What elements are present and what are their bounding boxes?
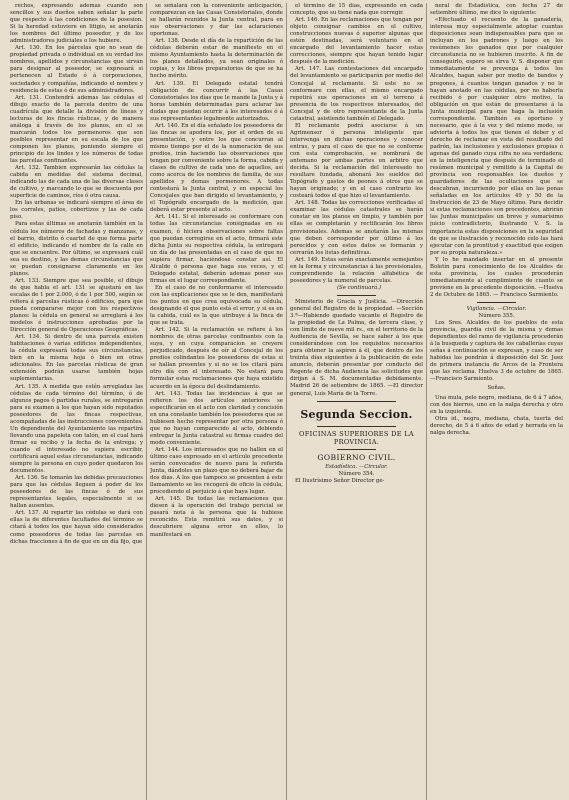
divider	[477, 302, 517, 303]
paragraph: Art. 141. Si el interesado se conformare con todas las circunstancias consignadas en su examen, ó hiciera observaciones sobre faltas que puedan corregirse en el acto, firmará este dicha Junta su respectiva cédula, la entregará un día de las presentadas en el caso de que no supiera firmar, haciéndose constar así. El Alcalde ó persona que haga sus veces, y el Delegado estatal, deberán ademas poner sus firmas en el lugar correspondiente.	[150, 214, 283, 284]
intro-line: El Ilustrísimo Señor Director ge-	[295, 478, 385, 485]
paragraph: En el caso de no conformarse el interesado con las explicaciones que se le den, manifestará los puntos en que crea equivocada su cédula, designando el que punto está el error, y si es en la cabida, cuál es la que atribuye á la finca de que se trata.	[150, 284, 283, 327]
paragraph: se señalará con la conveniente anticipación, comparezcan en las Casas Consistoriales, donde se hallarán reunidos la Junta central, para en sus observaciones y dar las aclaraciones oportunas.	[150, 3, 283, 38]
paragraph: Art. 133. Siempre que sea posible, el dibujo de que habla el art. 131 se ajustará en las escalas de 1 por 2.000, ó de 1 por 500, según se refiera á parcelas rústicas ó edificios, para que pueda compararse mejor con los respectivos planos: la cédula en general se arreglará á los modelos é instrucciones aprobadas por la Dirección general de Operaciones Geográficas.	[10, 277, 143, 334]
paragraph: Y lo he mandado insertar en el presente Boletín para conocimiento de los Alcaldes de esta provincia, los cuales procederán inmediatamente al cumplimiento de cuanto se previene en la precedente disposición. —Huelva 2 de Octubre de 1865. — Francisco Sarmiento.	[430, 256, 563, 298]
paragraph: Art. 145. De todas las reclamaciones que diesen á la operación del trabajo pericial se pasará nota á la persona que la hubiese reconcido. Esta remitirá sus datos, y si descubriere alguna error en ellos, lo manifestará en	[150, 496, 283, 538]
vigilancia-heading: Vigilancia. —Circular.	[466, 305, 527, 312]
column-4	[430, 3, 563, 800]
circular-line: Estadística. —Circular.	[325, 464, 388, 471]
paragraph: En las urbanas se indicará siempre el área de los corrales, patios, cobertizos y las de cada piso.	[10, 200, 143, 221]
paragraph: Art. 142. Si la reclamación se refiere á los nombres de otras parcelas confinantes con la suya, y en cuya comparacion se creyere perjudicado, después de oír al Concejal de los predios colindantes los poseedores de estas si se hallan presentes y si no se los citará para otro día con el interesado. No estará para formular estas reclamaciones que haya existido acuerdo en la época del deslindamiento.	[150, 327, 283, 390]
paragraph: Art. 136. Se tomarán las debidas precauciones para que las cédulas lleguen á poder de los poseedores de las fincas ó de sus representantes legales, especialmente si se hallan ausentes.	[10, 475, 143, 510]
paragraph: Art. 143. Todas las incidencias á que se refieren los dos artículos anteriores se especificarán en el acto con claridad y concisión en una constante también los poseedores que se hubiesen hecho representar por otra persona ó que no hayan comparecido al acto, debiendo entregar la Junta catastral su firmas cuadro del modo conveniente.	[150, 390, 283, 446]
ministry-notice: Ministerio de Gracia y Justicia. —Dirección general del Registro de la propiedad. —Sección 3.ª—Habiendo quedado vacante el Registro de la propiedad de La Palma, de tercera clase, y con límite de nueve mil rs., en el territorio de la Audiencia de Sevilla, se hace saber á los que considerándose con los requisitos necesarios para obtener la aspiren á él, que dentro de los treinta días siguientes á la publicación de este anuncio, deberán presentar por conducto del Regente de dicha Audiencia las solicitudes que dirijan á S. M. documentadas debidamente. Madrid 26 de setiembre de 1865. —El director general, Luis María de la Torre.	[290, 298, 423, 397]
divider	[317, 426, 397, 427]
column-2	[150, 3, 287, 800]
column-1	[10, 3, 147, 800]
vigilancia-numero: Número 355.	[478, 313, 515, 320]
paragraph: Los Sres. Alcaldes de los pueblos de esta provincia, guardia civil de la misma y demas dependientes del ramo de vigilancia procederán á la busqueda y captura de los caballerías cuyas señas á continuación se expresan, y caso de ser habidas las pondrán á disposición del Sr. Juez de primera instancia de Arcos de la Frontera que las reclama. Huelva 3 de octubre de 1865. —Francisco Sarmiento.	[430, 320, 563, 383]
senas-heading: Señas.	[487, 385, 506, 392]
paragraph: Art. 130. En los párcelas que no sean de propiedad privada o individual en su verdad los nombres, apellidos y circunstancias que sirvan para designar al poseedor, se expresará si pertenecen al Estado ó á corporaciones, sociedades y compañías, indicando el nombre y residencia de estas ó de sus administradores.	[10, 45, 143, 94]
paragraph: Art. 134. Si dentro de una parcela existen habitaciones ó varias edificios independientes, la cédula expresará todas sus circunstancias, bien en la misma hoja ó bien en otras adicionales. En las parcelas rústicas de gran extensión podrán usarse también hojas suplementarias.	[10, 334, 143, 383]
paragraph: Art. 149. Estas serán exactamente semejantes en la forma y circunstancias á las provisionales, comprendiendo la relación alfabética de poseedores y la numeral de parcelas.	[290, 256, 423, 284]
paragraph: Art. 131. Contendrá ademas las cédulas el dibujo exacto de la parcela dentro de una cuadrícula que detalle la división de líneas y lecturas de los fincas rústicas, y de manera análoga á través de los planos, en el se marcarán todos los pormenores que son posibles representar en su escala de los que componen los planos, poniendo siempre el principio de los lindes y los números de todas las parcelas confinantes.	[10, 94, 143, 165]
paragraph: Art. 144. Los interesados que no hallen en el último caso expresado en el artículo precedente serán convocados de nuevo para la referida Junta, dándoles un plazo que no deberá bajar de dos días. A los que tampoco se presenten á este llamamiento se les recogerá de oficio la cédula, procediendo el perjuicio á que haya lugar.	[150, 446, 283, 496]
paragraph: Una mula, pelo negro, mediana, de 6 á 7 años, con dos hierros, uno en la nalga derecha y otro en la izquierda.	[430, 394, 563, 415]
offices-heading: OFICINAS SUPERIORES DE LA PROVINCIA.	[299, 429, 414, 446]
paragraph: Art. 148. Todas las correcciones verificadas al examinar las cédulas catastrales se harán constar en los planos en limpio, y también por ellas se completarán y rectificarán los libros provisionales. Ademas se anotarán las mismas que deben corresponder por último á los perecidos y con estos datos se formarán y cerrarán los listas definitivas.	[290, 200, 423, 256]
paragraph: Art. 138. Desde el día de la repartición de las cédulas deberán estar de manifiesto en el mismo Ayuntamiento hasta la determinación de los planos detallados, ya sean originales ó copias, y los libros preparatorios de que se ha hecho mérito.	[150, 38, 283, 80]
divider	[317, 401, 397, 402]
column-3	[290, 3, 427, 800]
paragraph: Art. 140. En el día señalado los poseedores de las fincas se apodera los, por el orden de su presentación, y entre los que concurran al mismo tiempo por el de la numeración de sus predios, irán haciendo las observaciones que tengan por conveniente sobre la forma, cabida y clases de cultivo de cada uno de aquellos, así como acerca de los nombres de familia, de sus apellidos y demas pormenores. A todas contestará la Junta central, y en especial los Concejales que han dirigido el levantamiento, y el Topógrafo encargado de la medición, que deberá estar presente al acto.	[150, 122, 283, 214]
paragraph: Art. 137. Al repartir las cédulas se dará con ellas la de diferentes facultades del término se citará á todos los que hayan sido considerados como poseedores de todas las parcelas en dichas fracciones á fin de que en un día fijo, que	[10, 510, 143, 545]
paragraph: Art. 132. Tambien expresarán las cédulas la cabida en medidas del sistema decimal, indicando las de cada una de las diversas clases de cultivo, y marcando lo que se descuenta por superficie de caminos, ríos ó otra causa.	[10, 165, 143, 200]
paragraph: neral de Estadística, con fecha 27 de setiembre último, me dice lo siguiente:	[430, 3, 563, 17]
paragraph: El reclamante podrá asociarse á un Agrimensor ó persona inteligente que intervenga en dichas operaciones y conocer entras, y para el caso de que no se conforme con esta comprobación, se nombrará de antemano por ambas partes un arbitro que decida. Si la reclamación del interesado no resultare fundada, abonará los sueldos del Topógrafo y gastos de peones á otros que se hayan originado; y en el caso contrario los costeará todos el que hizo el levantamiento.	[290, 122, 423, 200]
paragraph: Art. 146. En las reclamaciones que tengan por objeto consignar cambios en el cultivo, construcciones nuevas ó superior algunas que estén destinadas, será voluntario en el encargado del levantamiento hacer estas correcciones, siempre que hayan tenido lugar después de la medición.	[290, 17, 423, 66]
divider	[337, 449, 377, 450]
divider	[337, 295, 377, 296]
paragraph: Art. 135. A medida que estén arregladas las cédulas de cada término del término, ó de algunos pagos ó partidas rurales, se entregarán para su examen á los que hayan sido reputados poseedores de las fincas respectivas, acompañadas de las instrucciones convenientes. Un dependiente del Ayuntamiento las repartirá llevando una papeleta con talón, en el cual hará firmar su recibo y la fecha de la entrega; y cuando el interesado no supiera escribir, certificará aquel estas circunstancias, indicando siempre la persona en cuyo poder quedaron los documentos.	[10, 383, 143, 475]
paragraph: el término de 15 días, expresando en cada concepto, que su tiene nada que corregir.	[290, 3, 423, 17]
paragraph: Art. 139. El Delegado estatal tendrá obligación de concurrir á las Casas Consistoriales los días que le mande la Junta y á horas también determinadas para aclarar las dudas que puedan ocurrir á los interesados ó á sus representantes legalmente autorizados.	[150, 80, 283, 122]
paragraph: rechos, expresando ademas cuando son sencillos y sus dueños saben señalar la parte que respecto á las condiciones de la posesion. Si la heredad estuviere en litigio, se anotarán los nombres del último poseedor, y de los administradores judiciales o los hubiere.	[10, 3, 143, 45]
gobierno-heading: GOBIERNO CIVIL.	[317, 453, 396, 463]
paragraph: Art. 147. Las contestaciones del encargado del levantamiento se participarán por medio del Concejal al reclamante. Si este no se conformare con ellas, el mismo encargado repetirá sus operaciones en el terreno á presencia de los respectivos interesados, del Concejal y de otro representante de la Junta catastral, asistiendo también el Delegado.	[290, 66, 423, 122]
paragraph: «Efectuado el recuento de la ganadería, interesa muy especialmente adoptar cuantas disposiciones sean indispensables para que se incluyan en los padrones y luego en los resúmenes los ganados que por cualquier circunstancia no se hubieren inscrito. A fin de conseguirlo, espero se sirva V. S. disponer que inmediatamente se prevenga á todos los Alcaldes, hagan saber por medio de bandos y pregones, á cuantos tengan ganados y no le hayan anotado en las cédulas, por no haberla recibido ó por cualquier otro motivo, la obligación en que están de presentarse á la Junta municipal para que haga la inclusión correspondiente. También es oportuno y necesario, que á la vez y del mismo modo, se advierta á todos los que tienen el deber y el derecho de reclamar en vista del resultado del padrón, las inclusiones y exclusiones propias ó agenas del ganado cuya cifra no sea verdadera; en la inteligencia que después de terminado el resúmen municipal y remitido á la Capital de provincia son responsables los dueños y guardadores de las ocultaciones que se descubran, incurriendo por ellas en las penas señaladas en los artículos 49 y 50 de la Instrucción de 23 de Mayo último. Para decidir si estas reclamaciones son procedentes, abrirán las Juntas municipales un breve y sumarísimo juicio contradictorio, ilustrando V. S. la importancia estas disposiciones en la seguridad de que se ilustración y reconocido celo las hará ejecutar con la prontitud y exactitud que exigen por su propia naturaleza.»	[430, 17, 563, 256]
continued-note: (Se continuará.)	[336, 284, 382, 291]
numero-line: Número 354.	[338, 471, 375, 478]
section-title: Segunda Seccion.	[300, 407, 413, 421]
paragraph: Otra id., negra, mediana, chata, tuerta del derecho, de 5 á 6 años de edad y herrada en la nalga derecha.	[430, 415, 563, 436]
paragraph: Para estas últimas se anotarán también en la cédula los números de fachadas y manzanas, y el barrio, distrito ó cuartel de que forma parte el edificio, indicando el nombre de la calle en que se encuentre. Por último, se expresará cuál sea su destino, y las demas circunstancias que se puedan consignarse claramente en los planos.	[10, 221, 143, 277]
